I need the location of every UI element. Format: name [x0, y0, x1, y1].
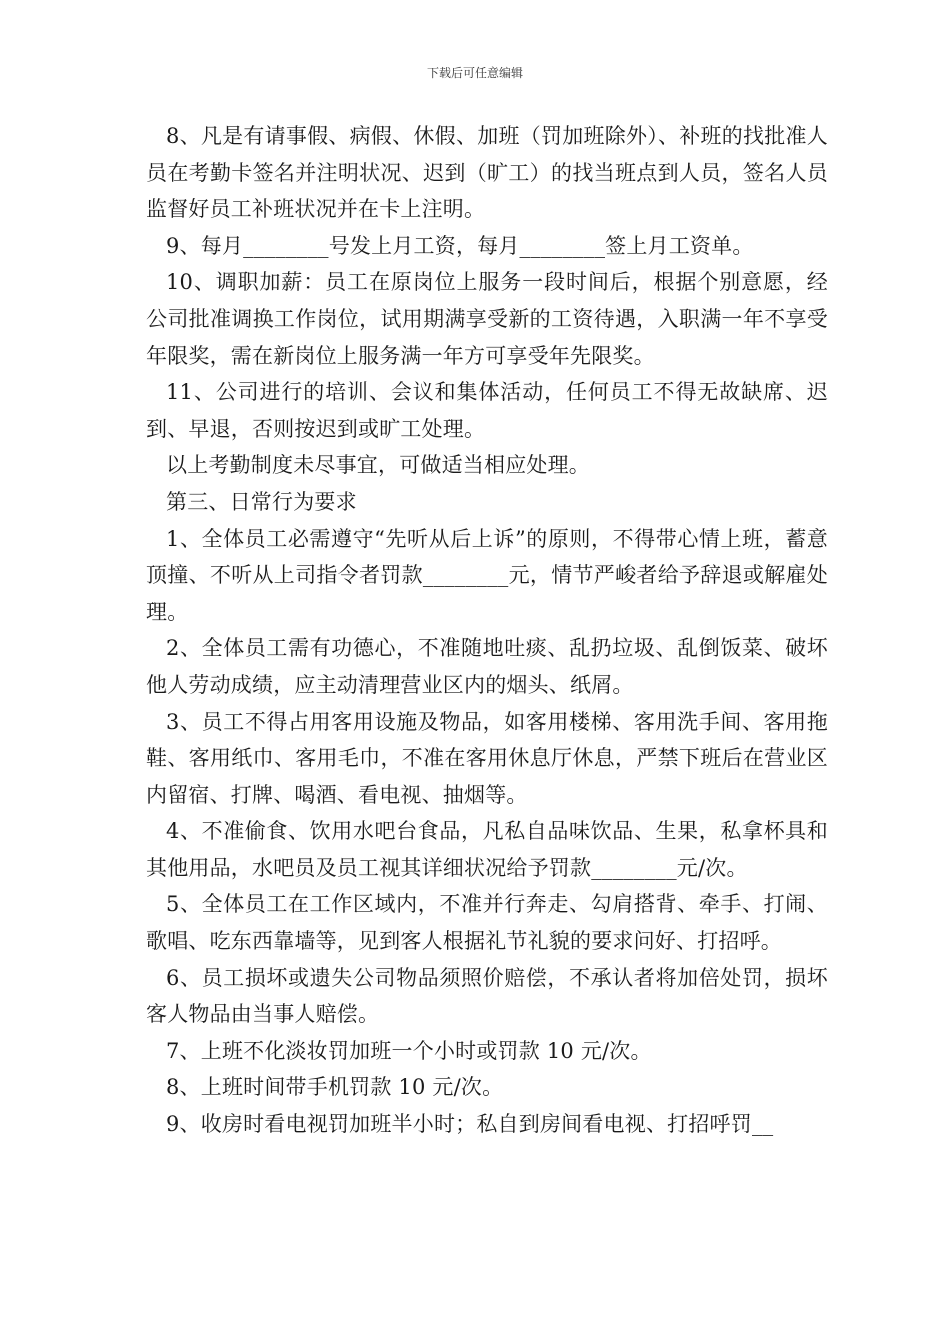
- paragraph-attendance-summary: 以上考勤制度未尽事宜，可做适当相应处理。: [166, 453, 590, 478]
- paragraph-conduct-9: 9、收房时看电视罚加班半小时；私自到房间看电视、打招呼罚__: [166, 1112, 774, 1137]
- paragraph-conduct-6: 6、员工损坏或遗失公司物品须照价赔偿，不承认者将加倍处罚，损坏客人物品由当事人赔偿。: [146, 965, 828, 1027]
- paragraph-attendance-8: 8、凡是有请事假、病假、休假、加班（罚加班除外）、补班的找批准人员在考勤卡签名并注明状况、迟到（旷工）的找当班点到人员，签名人员监督好员工补班状况并在卡上注明。: [146, 124, 828, 222]
- paragraph-attendance-11: 11、公司进行的培训、会议和集体活动，任何员工不得无故缺席、迟到、早退，否则按迟到或旷工处理。: [146, 380, 828, 441]
- paragraph-attendance-10: 10、调职加薪：员工在原岗位上服务一段时间后，根据个别意愿，经公司批准调换工作岗位，试用期满享受新的工资待遇，入职满一年不享受年限奖，需在新岗位上服务满一年方可享受年先限奖。: [146, 270, 828, 368]
- section-heading-conduct: 第三、日常行为要求: [166, 489, 357, 514]
- paragraph-conduct-5: 5、全体员工在工作区域内，不准并行奔走、勾肩搭背、牵手、打闹、歌唱、吃东西靠墙等，见到客人根据礼节礼貌的要求问好、打招呼。: [146, 892, 828, 954]
- paragraph-conduct-3: 3、员工不得占用客用设施及物品，如客用楼梯、客用洗手间、客用拖鞋、客用纸巾、客用毛巾，不准在客用休息厅休息，严禁下班后在营业区内留宿、打牌、喝酒、看电视、抽烟等。: [146, 709, 828, 807]
- document-body: [146, 118, 828, 1143]
- paragraph-conduct-7: 7、上班不化淡妆罚加班一个小时或罚款 10 元/次。: [166, 1038, 652, 1063]
- paragraph-conduct-4: 4、不准偷食、饮用水吧台食品，凡私自品味饮品、生果，私拿杯具和其他用品，水吧员及员工视其详细状况给予罚款________元/次。: [146, 819, 828, 880]
- paragraph-attendance-9: 9、每月________号发上月工资，每月________签上月工资单。: [166, 233, 754, 258]
- paragraph-conduct-8: 8、上班时间带手机罚款 10 元/次。: [166, 1075, 504, 1100]
- paragraph-conduct-1: 1、全体员工必需遵守“先听从后上诉”的原则，不得带心情上班，蓄意顶撞、不听从上司指令者罚款________元，情节严峻者给予辞退或解雇处理。: [146, 526, 828, 624]
- paragraph-conduct-2: 2、全体员工需有功德心，不准随地吐痰、乱扔垃圾、乱倒饭菜、破坏他人劳动成绩，应主动清理营业区内的烟头、纸屑。: [146, 636, 828, 697]
- page-header: 下载后可任意编辑: [426, 66, 523, 80]
